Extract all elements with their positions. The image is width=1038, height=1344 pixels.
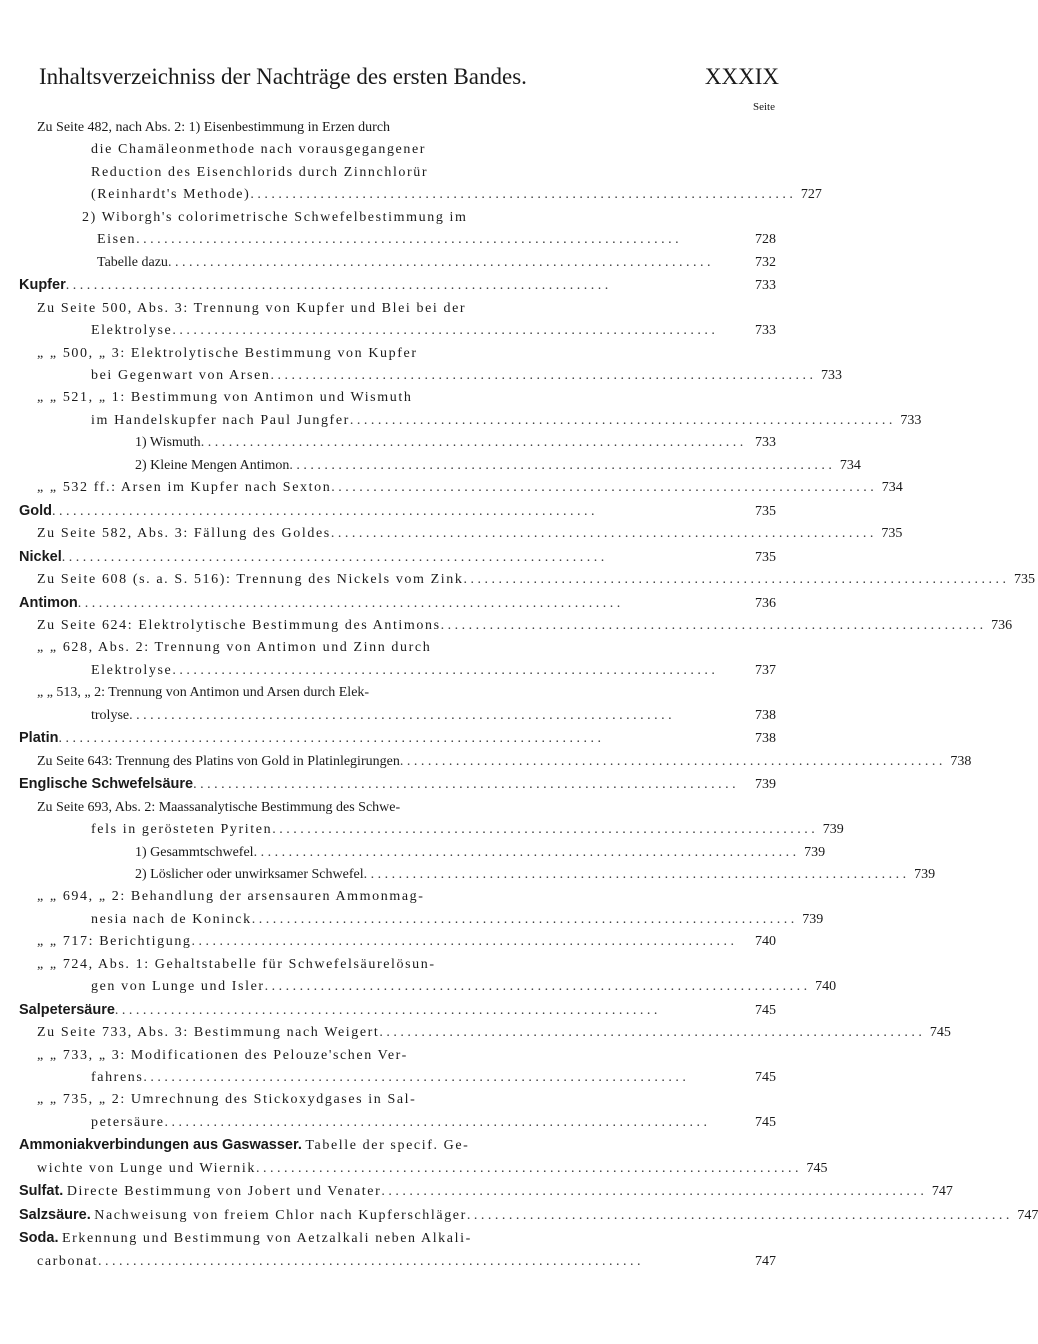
toc-category[interactable]	[19, 773, 776, 796]
toc-entry[interactable]	[19, 569, 1035, 591]
toc-entry[interactable]	[19, 615, 1013, 637]
category-title: Antimon	[19, 594, 78, 611]
toc-line: „ „ 694, „ 2: Behandlung der arsensauren Ammonmag-	[37, 889, 425, 905]
toc-entry-text: Zu Seite 624: Elektrolytische Bestimmung des Antimons	[37, 617, 441, 633]
toc-entry-text: Tabelle der specif. Ge-	[305, 1138, 470, 1154]
toc-entry[interactable]	[19, 909, 824, 931]
toc-line	[19, 1227, 776, 1250]
toc-page-number: 736	[991, 617, 1013, 633]
toc-page-number: 739	[755, 777, 776, 793]
toc-entry-text: 2) Löslicher oder unwirksamer Schwefel	[135, 866, 364, 882]
toc-page-number: 736	[755, 595, 776, 611]
toc-entry-text: im Handelskupfer nach Paul Jungfer	[91, 412, 350, 428]
toc-page-number: 733	[755, 278, 776, 294]
toc-entry[interactable]	[19, 229, 776, 251]
toc-entry[interactable]	[19, 931, 776, 953]
toc-entry[interactable]	[19, 976, 837, 998]
toc-entry[interactable]	[19, 864, 936, 886]
toc-page-number: 734	[881, 480, 903, 496]
toc-entry[interactable]	[19, 365, 842, 387]
toc-page-number: 738	[950, 753, 972, 769]
toc-line: „ „ 513, „ 2: Trennung von Antimon und Arsen durch Elek-	[37, 685, 370, 701]
toc-entry-text: Elektrolyse	[91, 662, 173, 678]
toc-entry[interactable]	[19, 320, 776, 342]
toc-entry-text: Erkennung und Bestimmung von Aetzalkali neben Alkali-	[61, 1231, 472, 1247]
toc-line: die Chamäleonmethode nach vorausgegangener	[91, 142, 427, 158]
toc-page-number: 747	[1017, 1207, 1038, 1223]
toc-page-number: 745	[929, 1025, 951, 1041]
toc-entry-text: fels in gerösteten Pyriten	[91, 822, 273, 838]
toc-page-number: 740	[815, 979, 837, 995]
toc-line: Reduction des Eisenchlorids durch Zinnchlorür	[91, 164, 429, 180]
toc-page-number: 739	[914, 866, 936, 882]
toc-entry[interactable]	[19, 252, 776, 274]
toc-category[interactable]	[19, 1180, 953, 1203]
toc-entry[interactable]	[19, 751, 972, 773]
category-title: Platin	[19, 730, 59, 747]
toc-entry-text: Directe Bestimmung von Jobert und Venater	[66, 1184, 382, 1200]
toc-page-number: 738	[755, 707, 776, 723]
toc-line: „ „ 733, „ 3: Modificationen des Pelouze'schen Ver-	[37, 1047, 408, 1063]
toc-category[interactable]	[19, 500, 776, 523]
toc-entry-text: trolyse	[91, 707, 130, 723]
toc-entry-text: gen von Lunge und Isler	[91, 979, 265, 995]
toc-page-number: 735	[755, 503, 776, 519]
toc-page-number: 745	[755, 1070, 776, 1086]
toc-line: „ „ 724, Abs. 1: Gehaltstabelle für Schwefelsäurelösun-	[37, 956, 436, 972]
table-of-contents	[19, 117, 1038, 1273]
toc-category[interactable]	[19, 727, 776, 750]
category-title: Kupfer	[19, 277, 66, 294]
toc-entry[interactable]	[19, 184, 822, 206]
toc-page-number: 745	[755, 1114, 776, 1130]
toc-page-number: 739	[802, 911, 824, 927]
toc-entry-text: Nachweisung von freiem Chlor nach Kupferschläger	[94, 1207, 467, 1223]
toc-page-number: 732	[755, 254, 776, 270]
category-title: Nickel	[19, 548, 62, 565]
toc-page-number: 733	[755, 323, 776, 339]
toc-line	[19, 1134, 776, 1157]
toc-page-number: 738	[755, 731, 776, 747]
toc-page-number: 733	[820, 367, 842, 383]
seite-column-label: Seite	[753, 101, 775, 113]
toc-category[interactable]	[19, 1204, 1038, 1227]
category-title: Englische Schwefelsäure	[19, 776, 194, 793]
toc-page-number: 727	[800, 187, 822, 203]
toc-page-number: 728	[755, 232, 776, 248]
toc-line: „ „ 735, „ 2: Umrechnung des Stickoxydgases in Sal-	[37, 1092, 417, 1108]
toc-entry[interactable]	[19, 819, 844, 841]
toc-page-number: 745	[755, 1002, 776, 1018]
toc-page-number: 745	[806, 1160, 828, 1176]
toc-entry-text: bei Gegenwart von Arsen	[91, 367, 271, 383]
toc-category[interactable]	[19, 999, 776, 1022]
toc-line: Zu Seite 500, Abs. 3: Trennung von Kupfer und Blei bei der	[37, 300, 467, 316]
category-title: Soda.	[19, 1230, 59, 1247]
toc-entry-text: Eisen	[97, 232, 137, 248]
toc-entry-text: Zu Seite 582, Abs. 3: Fällung des Goldes	[37, 526, 331, 542]
toc-entry-text: 2) Kleine Mengen Antimon	[135, 457, 290, 473]
toc-line: „ „ 521, „ 1: Bestimmung von Antimon und Wismuth	[37, 390, 413, 406]
toc-page-number: 740	[755, 934, 776, 950]
category-title: Salpetersäure	[19, 1001, 115, 1018]
toc-entry[interactable]	[19, 842, 826, 864]
toc-category[interactable]	[19, 592, 776, 615]
toc-page-number: 735	[755, 549, 776, 565]
toc-page-number: 737	[755, 662, 776, 678]
toc-entry-text: „ „ 532 ff.: Arsen im Kupfer nach Sexton	[37, 480, 332, 496]
category-title: Salzsäure.	[19, 1206, 91, 1223]
toc-page-number: 735	[1013, 572, 1035, 588]
toc-entry-text: nesia nach de Koninck	[91, 911, 252, 927]
toc-entry-text: Elektrolyse	[91, 323, 173, 339]
category-title: Ammoniakverbindungen aus Gaswasser.	[19, 1137, 302, 1154]
toc-line: Zu Seite 482, nach Abs. 2: 1) Eisenbestimmung in Erzen durch	[37, 120, 391, 135]
toc-entry-text: (Reinhardt's Methode)	[91, 187, 251, 203]
toc-entry-text: Zu Seite 733, Abs. 3: Bestimmung nach Weigert	[37, 1025, 380, 1041]
toc-category[interactable]	[19, 274, 776, 297]
toc-entry[interactable]	[19, 1067, 776, 1089]
roman-page-number: XXXIX	[704, 64, 779, 89]
toc-entry[interactable]	[19, 477, 903, 499]
page-header	[39, 64, 779, 90]
running-title: Inhaltsverzeichniss der Nachträge des ersten Bandes.	[39, 64, 527, 89]
toc-entry-text: 1) Gesammtschwefel	[135, 844, 254, 860]
category-title: Gold	[19, 502, 53, 519]
toc-entry-text: 1) Wismuth	[135, 435, 201, 451]
toc-page-number: 734	[839, 457, 861, 473]
toc-category[interactable]	[19, 546, 776, 569]
toc-entry[interactable]	[19, 523, 903, 545]
toc-page-number: 735	[881, 526, 903, 542]
toc-line: 2) Wiborgh's colorimetrische Schwefelbestimmung im	[82, 209, 468, 225]
toc-entry-text: wichte von Lunge und Wiernik	[37, 1160, 256, 1176]
toc-page-number: 733	[900, 412, 922, 428]
toc-page-number: 733	[755, 435, 776, 451]
toc-entry-text: petersäure	[91, 1114, 165, 1130]
toc-entry[interactable]	[19, 1022, 951, 1044]
toc-entry[interactable]	[19, 1158, 828, 1180]
toc-entry[interactable]	[19, 1251, 776, 1273]
toc-entry-text: Zu Seite 643: Trennung des Platins von Gold in Platinlegirungen	[37, 753, 400, 769]
toc-entry-text: carbonat	[37, 1253, 98, 1269]
toc-page-number: 739	[822, 822, 844, 838]
toc-page-number: 747	[931, 1184, 953, 1200]
toc-entry-text: „ „ 717: Berichtigung	[37, 934, 192, 950]
toc-entry[interactable]	[19, 705, 776, 727]
toc-entry[interactable]	[19, 660, 776, 682]
toc-line: „ „ 500, „ 3: Elektrolytische Bestimmung von Kupfer	[37, 345, 418, 361]
category-title: Sulfat.	[19, 1183, 64, 1200]
toc-entry-text: Tabelle dazu	[97, 254, 168, 270]
toc-page-number: 739	[804, 844, 826, 860]
toc-entry[interactable]	[19, 1112, 776, 1134]
toc-entry[interactable]	[19, 455, 861, 477]
toc-line: „ „ 628, Abs. 2: Trennung von Antimon und Zinn durch	[37, 640, 432, 656]
toc-entry[interactable]	[19, 410, 922, 432]
toc-entry[interactable]	[19, 432, 776, 454]
toc-entry-text: fahrens	[91, 1070, 144, 1086]
toc-page-number: 747	[755, 1253, 776, 1269]
toc-entry-text: Zu Seite 608 (s. a. S. 516): Trennung des Nickels vom Zink	[37, 572, 464, 588]
toc-line: Zu Seite 693, Abs. 2: Maassanalytische Bestimmung des Schwe-	[37, 799, 401, 815]
